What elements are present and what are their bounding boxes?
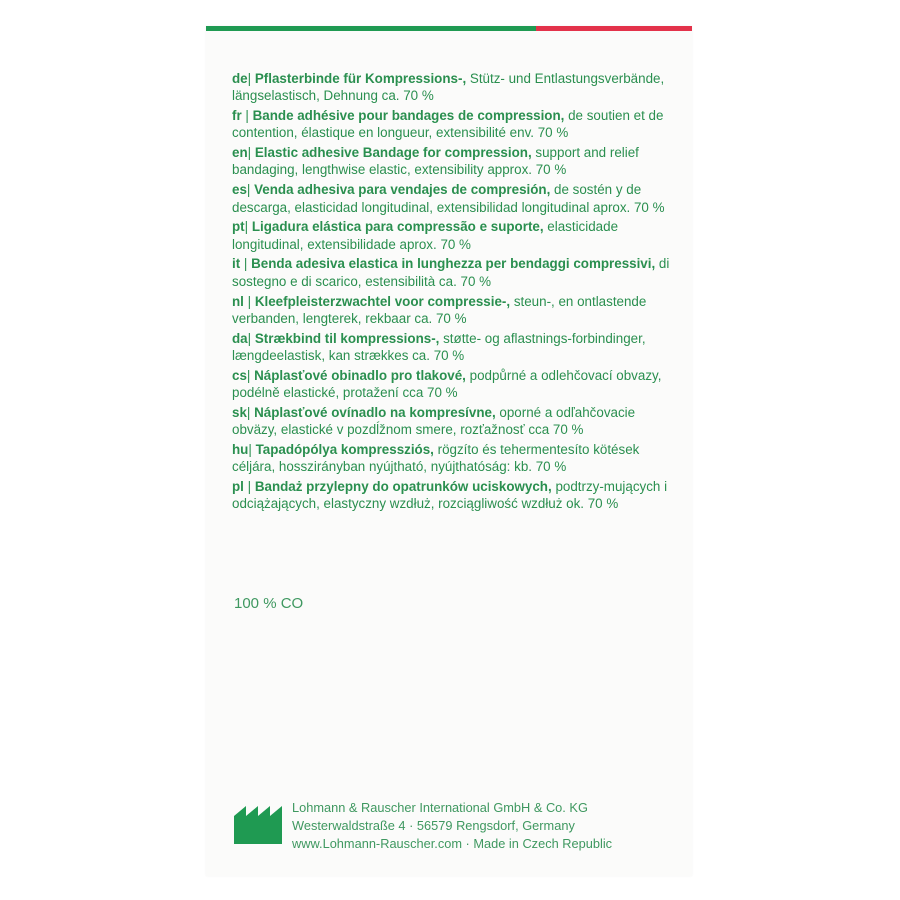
entry-body: support and relief bandaging, lengthwise elastic, extensibility approx. 70 % xyxy=(232,145,639,178)
entry-heading: Náplasťové obinadlo pro tlakové, xyxy=(254,367,466,383)
factory-icon xyxy=(234,802,282,844)
package-panel xyxy=(206,26,692,876)
entry-heading: Benda adesiva elastica in lunghezza per bendaggi compressivi, xyxy=(251,256,656,272)
lang-code: cs xyxy=(232,367,247,383)
entry-body: Stütz- und Entlastungsverbände, längselastisch, Dehnung ca. 70 % xyxy=(232,71,665,104)
entry-es: es| Venda adhesiva para vendajes de compresión, de sostén y de descarga, elasticidad longitudinal, extensibilidad longitudinal aprox. 70 % xyxy=(232,182,665,215)
entry-heading: Tapadópólya kompressziós, xyxy=(255,441,434,457)
lang-code: fr xyxy=(232,108,242,124)
entry-heading: Pflasterbinde für Kompressions-, xyxy=(254,71,467,86)
lang-code: pl xyxy=(232,479,244,495)
multilingual-description xyxy=(232,70,682,515)
manufacturer-block xyxy=(232,796,672,856)
entry-body: elasticidade longitudinal, extensibilidade aprox. 70 % xyxy=(232,219,619,252)
entry-en: en| Elastic adhesive Bandage for compression, support and relief bandaging, lengthwise elastic, extensibility approx. 70 % xyxy=(232,145,639,178)
entry-heading: Ligadura elástica para compressão e suporte, xyxy=(251,219,544,235)
lang-code: it xyxy=(232,256,241,272)
entry-nl: nl | Kleefpleisterzwachtel voor compressie-, steun-, en ontlastende verbanden, lengterek, rekbaar ca. 70 % xyxy=(232,293,647,326)
entry-de: de| Pflasterbinde für Kompressions-, Stütz- und Entlastungsverbände, längselastisch, Dehnung ca. 70 % xyxy=(232,71,665,104)
lang-code: de xyxy=(232,71,248,86)
entry-body: støtte- og aflastnings-forbindinger, længdeelastisk, kan strækkes ca. 70 % xyxy=(232,330,646,363)
manufacturer-line-3: www.Lohmann-Rauscher.com · Made in Czech Republic xyxy=(292,836,613,851)
entry-da: da| Strækbind til kompressions-, støtte- og aflastnings-forbindinger, længdeelastisk, kan strækkes ca. 70 % xyxy=(232,330,646,363)
entry-cs: cs| Náplasťové obinadlo pro tlakové, podpůrné a odlehčovací obvazy, podélně elastické, protažení cca 70 % xyxy=(232,367,662,401)
entry-body: podtrzy-mujących i odciążających, elastyczny wzdłuż, rozciągliwość wzdłuż ok. 70 % xyxy=(232,479,668,512)
lang-code: nl xyxy=(232,293,244,309)
top-stripe-red xyxy=(536,26,692,31)
manufacturer-line-2: Westerwaldstraße 4 · 56579 Rengsdorf, Germany xyxy=(292,818,575,833)
lang-code: da xyxy=(232,330,248,346)
entry-fr: fr | Bande adhésive pour bandages de compression, de soutien et de contention, élastique en longueur, extensibilité env. 70 % xyxy=(232,108,664,141)
entry-hu: hu| Tapadópólya kompressziós, rögzíto és tehermentesíto kötések céljára, hosszirányban nyújtható, nyújthatóság: kb. 70 % xyxy=(232,441,640,475)
entry-body: de soutien et de contention, élastique en longueur, extensibilité env. 70 % xyxy=(232,108,664,141)
entry-heading: Kleefpleisterzwachtel voor compressie-, xyxy=(254,293,511,309)
top-stripe-green xyxy=(206,26,536,31)
manufacturer-line-1: Lohmann & Rauscher International GmbH & Co. KG xyxy=(292,800,588,815)
entry-it: it | Benda adesiva elastica in lunghezza per bendaggi compressivi, di sostegno e di scarico, estensibilità ca. 70 % xyxy=(232,256,670,289)
entry-heading: Bandaż przylepny do opatrunków uciskowych, xyxy=(254,479,552,495)
entry-heading: Náplasťové ovínadlo na kompresívne, xyxy=(254,404,496,420)
entry-body: di sostegno e di scarico, estensibilità ca. 70 % xyxy=(232,256,670,289)
lang-code: sk xyxy=(232,404,247,420)
lang-code: es xyxy=(232,182,247,198)
entry-heading: Bande adhésive pour bandages de compression, xyxy=(252,108,565,124)
lang-code: en xyxy=(232,145,248,161)
entry-pl: pl | Bandaż przylepny do opatrunków uciskowych, podtrzy-mujących i odciążających, elastyczny wzdłuż, rozciągliwość wzdłuż ok. 70 % xyxy=(232,479,668,512)
entry-pt: pt| Ligadura elástica para compressão e suporte, elasticidade longitudinal, extensibilidade aprox. 70 % xyxy=(232,219,619,252)
entry-heading: Elastic adhesive Bandage for compression, xyxy=(254,145,532,161)
lang-code: hu xyxy=(232,441,249,457)
entry-body: de sostén y de descarga, elasticidad longitudinal, extensibilidad longitudinal aprox. 70 % xyxy=(232,182,665,215)
entry-heading: Venda adhesiva para vendajes de compresión, xyxy=(254,182,551,198)
entry-body: rögzíto és tehermentesíto kötések céljára, hosszirányban nyújtható, nyújthatóság: kb. 70 % xyxy=(232,441,640,475)
entry-body: podpůrné a odlehčovací obvazy, podélně elastické, protažení cca 70 % xyxy=(232,367,662,401)
entry-body: oporné a odľahčovacie obväzy, elastické v pozdĺžnom smere, rozťažnosť cca 70 % xyxy=(232,404,636,438)
material-composition: 100 % CO xyxy=(234,595,304,612)
entry-heading: Strækbind til kompressions-, xyxy=(254,330,440,346)
entry-sk: sk| Náplasťové ovínadlo na kompresívne, oporné a odľahčovacie obväzy, elastické v pozdĺžnom smere, rozťažnosť cca 70 % xyxy=(232,404,636,438)
manufacturer-address xyxy=(292,799,612,853)
lang-code: pt xyxy=(232,219,245,235)
entry-body: steun-, en ontlastende verbanden, lengterek, rekbaar ca. 70 % xyxy=(232,293,647,326)
